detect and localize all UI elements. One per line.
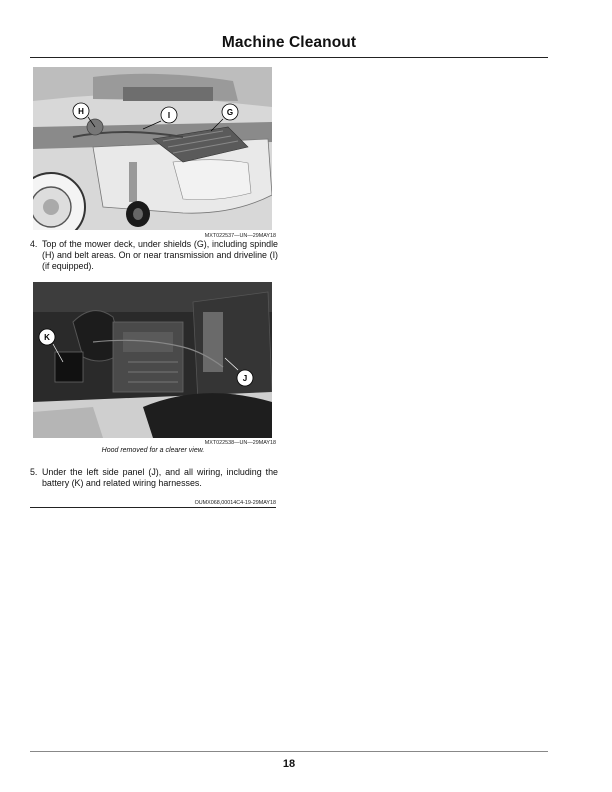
step-4 [30, 239, 276, 273]
step-5-text: Under the left side panel (J), and all wiring, including the battery (K) and related wiring harnesses. [42, 467, 278, 489]
figure2-id: MXT022538—UN—29MAY18 [204, 440, 276, 446]
section-end-rule [30, 507, 276, 508]
step-5-number: 5. [30, 467, 38, 477]
mower-deck-illustration [33, 67, 272, 230]
footer-rule [30, 751, 548, 752]
mower-deck-photo [33, 67, 272, 230]
figure1-id: MXT022537—UN—29MAY18 [204, 233, 276, 239]
step-4-text: Top of the mower deck, under shields (G), including spindle (H) and belt areas. On or near transmission and driveline (I) (if equipped). [42, 239, 278, 272]
engine-bay-illustration [33, 282, 272, 438]
engine-bay-photo [33, 282, 272, 438]
document-reference: OUMX068,00014C4-19-29MAY18 [194, 500, 276, 506]
figure2-caption: Hood removed for a clearer view. [101, 447, 205, 454]
page-number: 18 [282, 758, 296, 770]
step-4-number: 4. [30, 239, 38, 249]
callout-g: G [226, 108, 234, 117]
page-title: Machine Cleanout [221, 34, 357, 51]
title-rule [30, 57, 548, 58]
step-5 [30, 467, 276, 491]
callout-j: J [242, 374, 248, 383]
callout-i: I [167, 111, 171, 120]
callout-k: K [44, 333, 50, 342]
callout-h: H [78, 107, 84, 116]
